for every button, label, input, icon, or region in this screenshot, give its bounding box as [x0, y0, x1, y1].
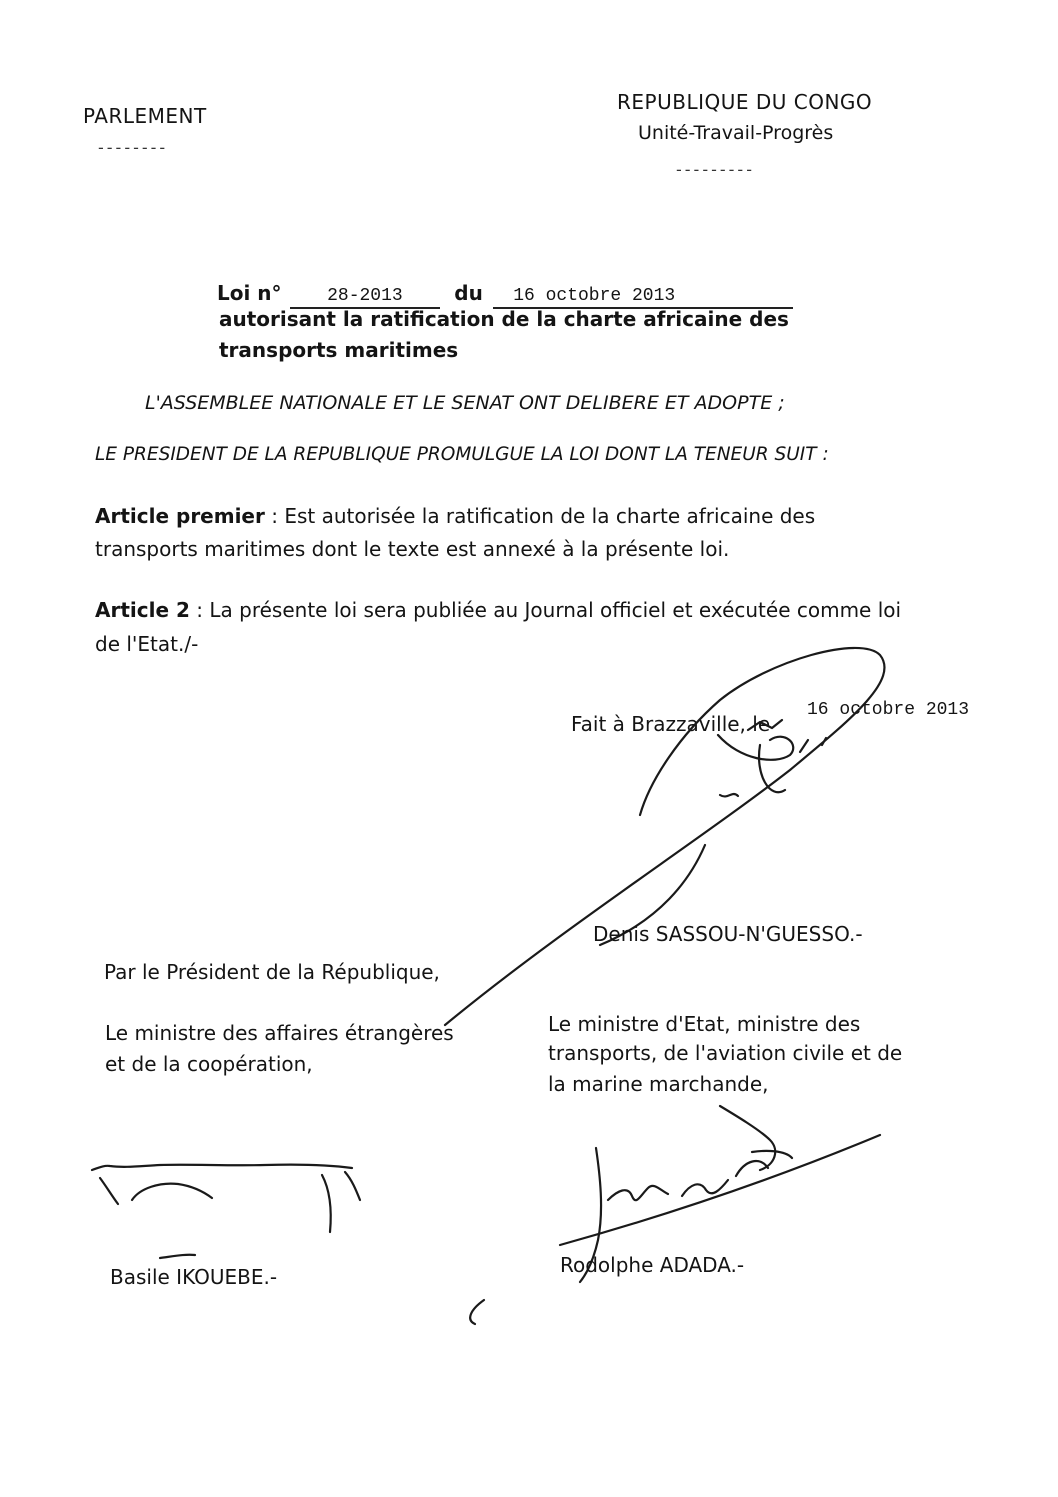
article-2-label: Article 2: [95, 598, 190, 622]
article-2-text-line1: La présente loi sera publiée au Journal officiel et exécutée comme loi: [209, 598, 902, 622]
minister-left-title-line1: Le ministre des affaires étrangères: [105, 1021, 454, 1045]
article-1-separator: :: [264, 504, 285, 528]
minister-right-title-line1: Le ministre d'Etat, ministre des: [548, 1012, 861, 1036]
minister-right-name: Rodolphe ADADA.-: [560, 1253, 745, 1277]
article-2-text-line2: de l'Etat./-: [95, 632, 199, 656]
signing-place: Fait à Brazzaville, le: [571, 712, 771, 736]
preamble-assembly: L'ASSEMBLEE NATIONALE ET LE SENAT ONT DELIBERE ET ADOPTE ;: [145, 392, 785, 414]
minister-left-title-line2: et de la coopération,: [105, 1052, 313, 1076]
article-1-label: Article premier: [95, 504, 265, 528]
minister-right-title-line2: transports, de l'aviation civile et de: [548, 1041, 903, 1065]
law-date-label: du: [454, 281, 483, 305]
preamble-president: LE PRESIDENT DE LA REPUBLIQUE PROMULGUE LA LOI DONT LA TENEUR SUIT :: [95, 444, 829, 465]
law-subject-line1: autorisant la ratification de la charte africaine des: [219, 307, 789, 331]
minister-right-title-line3: la marine marchande,: [548, 1072, 769, 1096]
article-2-separator: :: [189, 598, 210, 622]
president-name: Denis SASSOU-N'GUESSO.-: [593, 922, 863, 946]
law-date-value: 16 octobre 2013: [493, 287, 793, 309]
issuer-parlement: PARLEMENT: [83, 104, 207, 128]
signing-date: 16 octobre 2013: [807, 700, 970, 720]
country-motto: Unité-Travail-Progrès: [638, 122, 834, 144]
by-the-president: Par le Président de la République,: [104, 960, 440, 984]
law-number-value: 28-2013: [290, 287, 440, 309]
issuer-underline: --------: [98, 138, 169, 157]
minister-left-name: Basile IKOUEBE.-: [110, 1265, 278, 1289]
country-title: REPUBLIQUE DU CONGO: [617, 90, 873, 114]
article-1-text-line1: Est autorisée la ratification de la charte africaine des: [284, 504, 816, 528]
country-underline: ---------: [676, 160, 755, 179]
law-number-label: Loi n°: [217, 281, 282, 305]
law-subject-line2: transports maritimes: [219, 338, 459, 362]
article-1-text-line2: transports maritimes dont le texte est annexé à la présente loi.: [95, 537, 730, 561]
